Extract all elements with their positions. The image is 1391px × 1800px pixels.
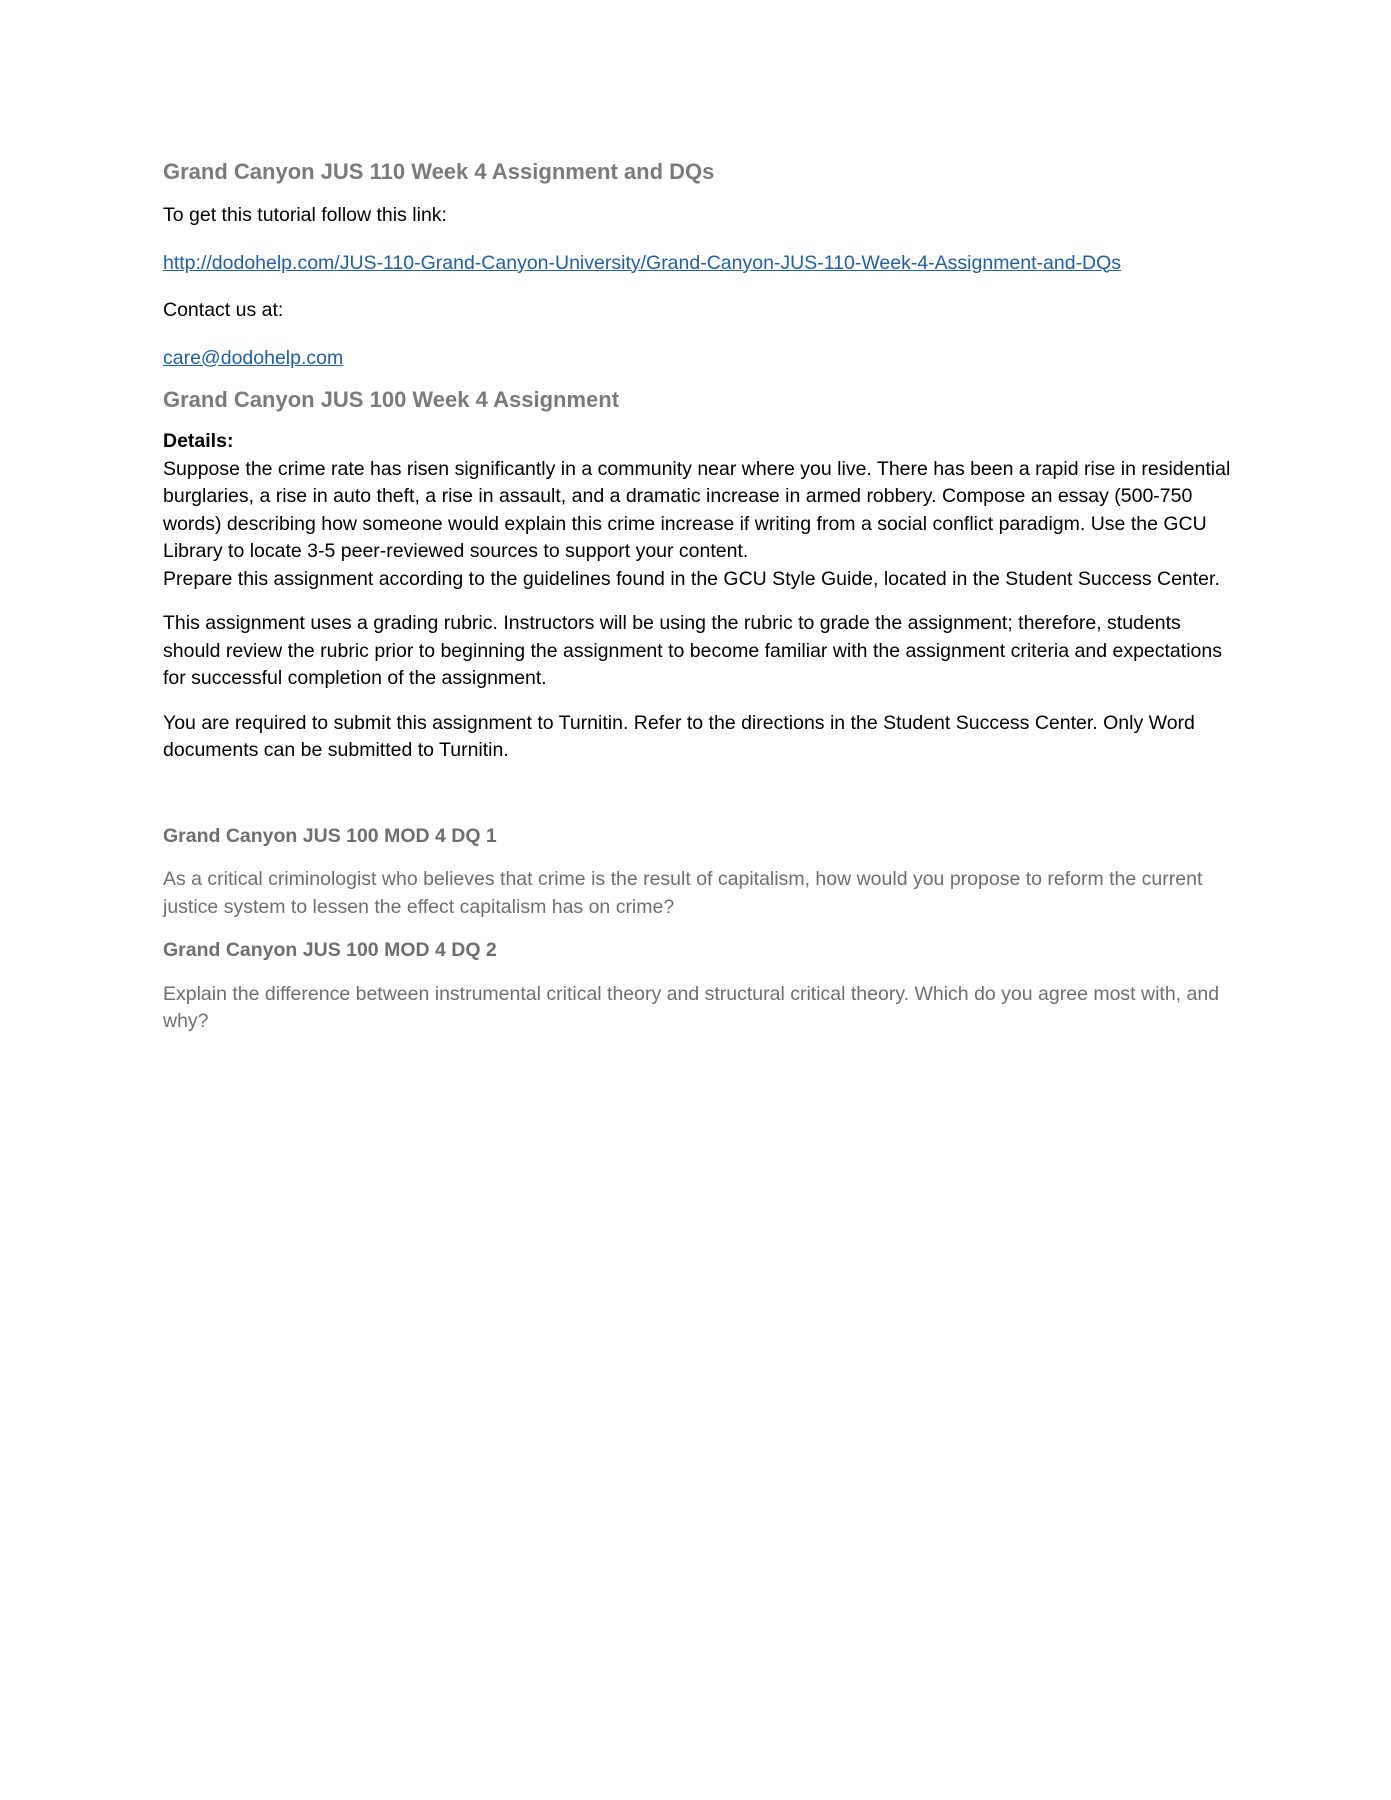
tutorial-link[interactable]: http://dodohelp.com/JUS-110-Grand-Canyon-University/Grand-Canyon-JUS-110-Week-4-Assignment-and-DQs — [163, 251, 1122, 274]
document-content — [163, 158, 1233, 1052]
contact-label: Contact us at: — [163, 299, 284, 321]
assignment-paragraph-1: Suppose the crime rate has risen significantly in a community near where you live. There has been a rapid rise in residential burglaries, a rise in auto theft, a rise in assault, and a dramatic increase in armed robbery. Compose an essay (500-750 words) describing how someone would explain this crime increase if writing from a social conflict paradigm. Use the GCU Library to locate 3-5 peer-reviewed sources to support your content. — [163, 457, 1231, 562]
assignment-heading: Grand Canyon JUS 100 Week 4 Assignment — [163, 387, 620, 412]
details-label: Details: — [163, 430, 234, 452]
dq-2-question: Explain the difference between instrumental critical theory and structural critical theory. Which do you agree most with, and why? — [163, 982, 1220, 1032]
dq-1-question: As a critical criminologist who believes that crime is the result of capitalism, how would you propose to reform the current justice system to lessen the effect capitalism has on crime? — [163, 868, 1203, 918]
document-title: Grand Canyon JUS 110 Week 4 Assignment and DQs — [163, 159, 715, 184]
contact-email-paragraph — [163, 345, 1233, 373]
assignment-paragraph-4: You are required to submit this assignment to Turnitin. Refer to the directions in the Student Success Center. Only Word documents can be submitted to Turnitin. — [163, 711, 1195, 761]
assignment-paragraph-3: This assignment uses a grading rubric. Instructors will be using the rubric to grade the assignment; therefore, students should review the rubric prior to beginning the assignment to become familiar with the assignment criteria and expectations for successful completion of the assignment. — [163, 612, 1222, 689]
dq-1-heading: Grand Canyon JUS 100 MOD 4 DQ 1 — [163, 824, 497, 847]
dq-2-heading: Grand Canyon JUS 100 MOD 4 DQ 2 — [163, 939, 497, 961]
assignment-details-block — [163, 428, 1233, 593]
tutorial-instruction: To get this tutorial follow this link: — [163, 204, 447, 226]
assignment-paragraph-2: Prepare this assignment according to the guidelines found in the GCU Style Guide, located in the Student Success Center. — [163, 567, 1220, 590]
tutorial-link-paragraph — [163, 250, 1233, 278]
contact-email-link[interactable]: care@dodohelp.com — [163, 346, 344, 369]
